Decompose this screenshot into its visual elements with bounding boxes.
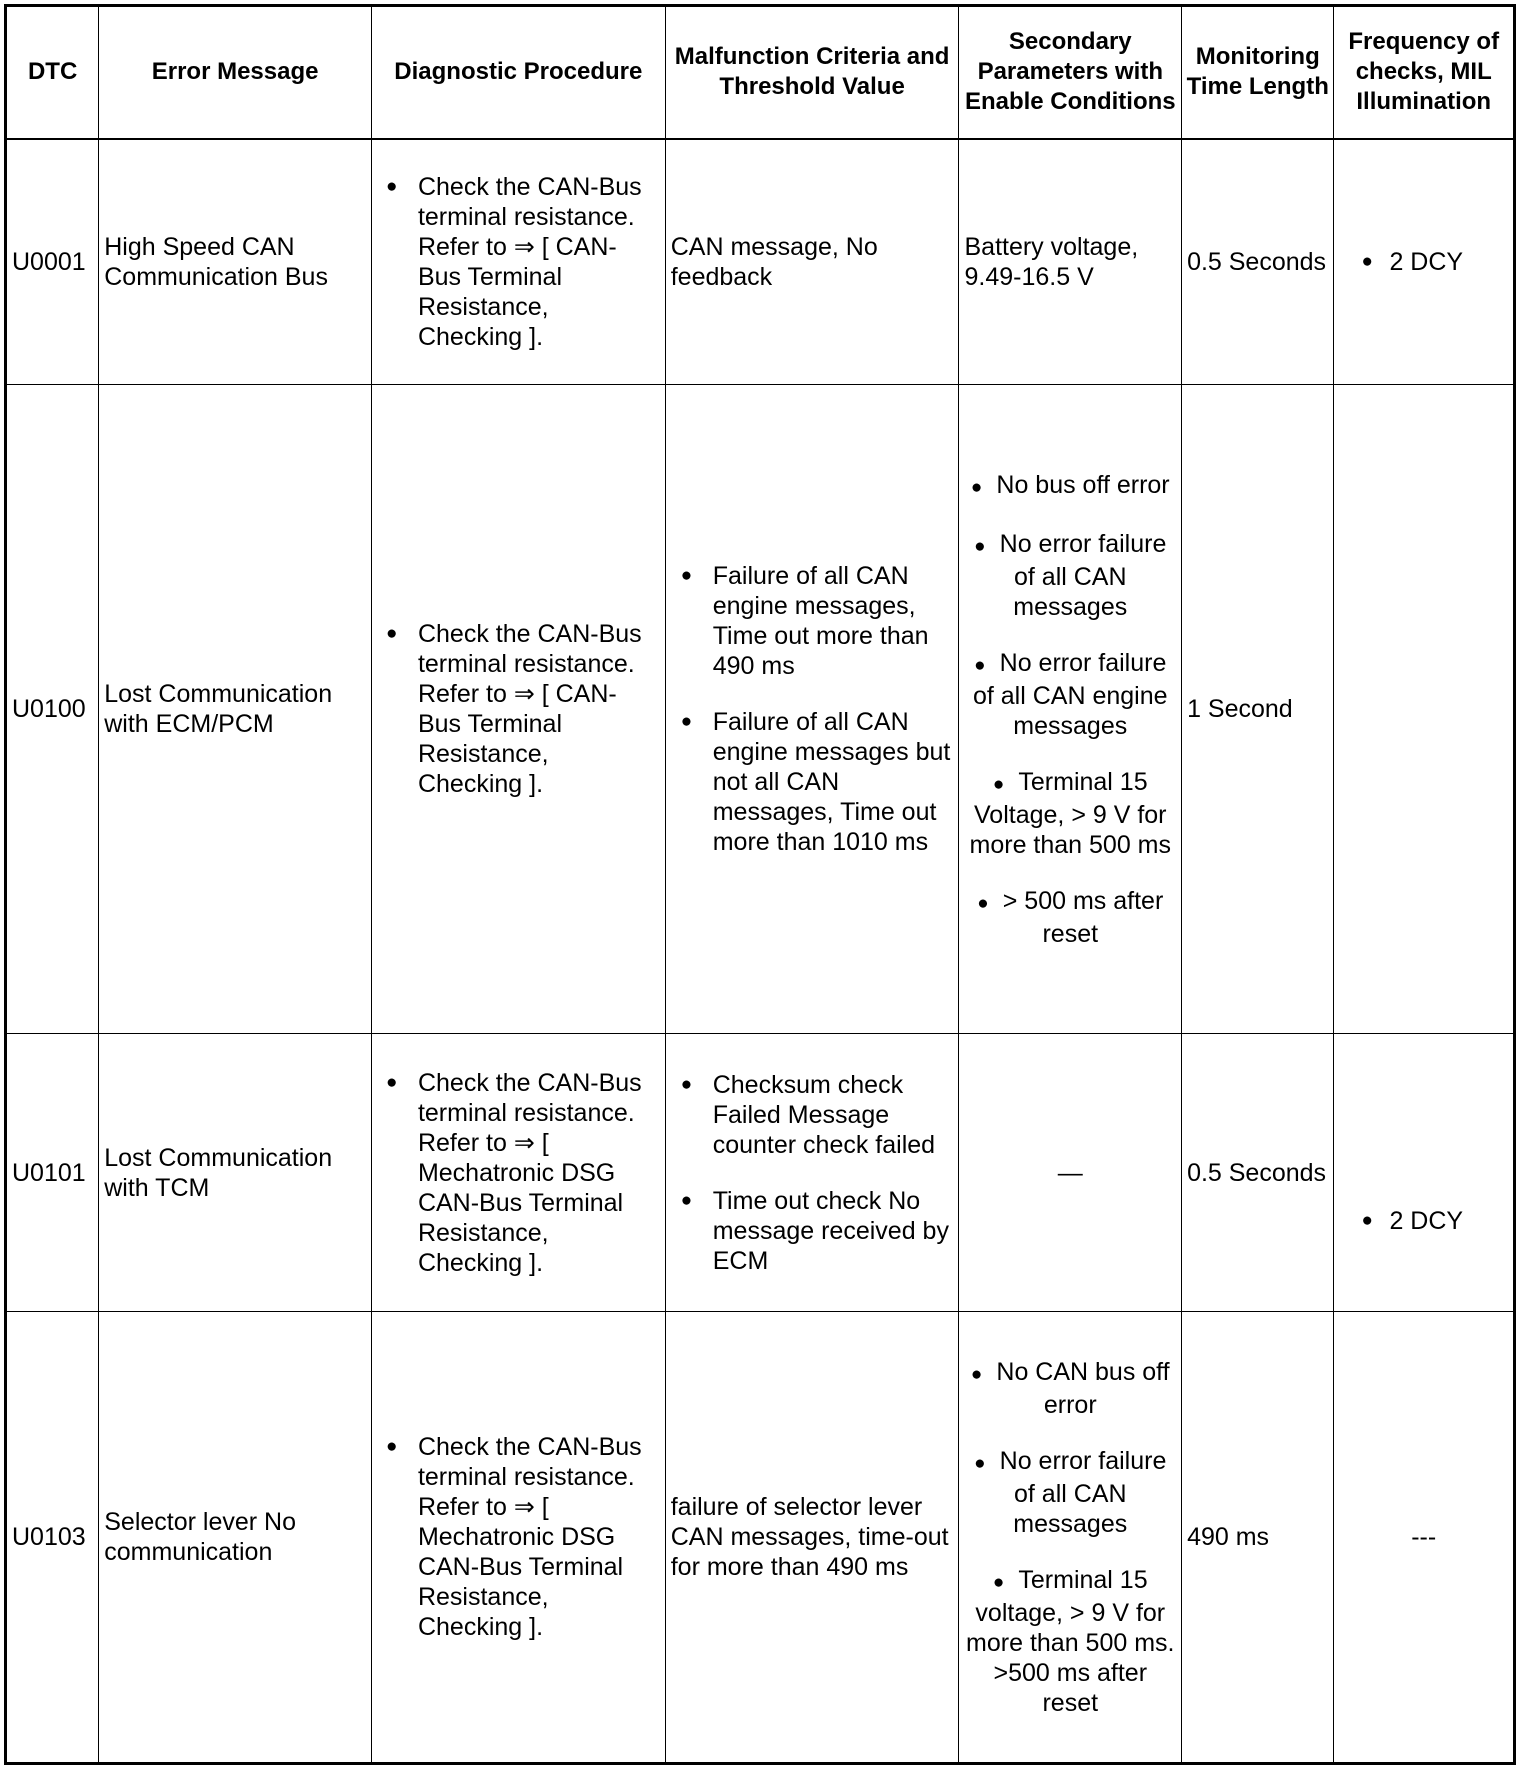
list-item: ● Check the CAN-Bus terminal resistance. Refer to ⇒ [ CAN-Bus Terminal Resistance, Checking ]. bbox=[376, 619, 660, 799]
header-dtc: DTC bbox=[6, 6, 99, 139]
list-item: ● No CAN bus off error bbox=[964, 1357, 1176, 1420]
secondary-parameters bbox=[959, 385, 1182, 1034]
diagnostic-procedure bbox=[371, 1312, 665, 1764]
list-item: ● No bus off error bbox=[964, 470, 1176, 503]
list-item: ● Check the CAN-Bus terminal resistance. Refer to ⇒ [ Mechatronic DSG CAN-Bus Terminal Resistance, Checking ]. bbox=[376, 1068, 660, 1278]
list-item: ● 2 DCY bbox=[1339, 1206, 1508, 1236]
header-secondary-parameters: Secondary Parameters with Enable Conditions bbox=[959, 6, 1182, 139]
list-item: ● No error failure of all CAN messages bbox=[964, 1446, 1176, 1539]
dtc-code: U0001 bbox=[6, 139, 99, 385]
dtc-code: U0103 bbox=[6, 1312, 99, 1764]
list-item: ● Terminal 15 voltage, > 9 V for more than 500 ms. >500 ms after reset bbox=[964, 1565, 1176, 1718]
diagnostic-procedure bbox=[371, 1034, 665, 1312]
header-monitoring-time: Monitoring Time Length bbox=[1182, 6, 1334, 139]
dtc-table bbox=[4, 4, 1516, 1765]
table-row bbox=[6, 1312, 1515, 1764]
malfunction-criteria bbox=[665, 385, 959, 1034]
error-message: Lost Communication with TCM bbox=[99, 1034, 372, 1312]
header-error-message: Error Message bbox=[99, 6, 372, 139]
monitoring-time: 1 Second bbox=[1182, 385, 1334, 1034]
frequency-mil bbox=[1334, 139, 1515, 385]
header-row bbox=[6, 6, 1515, 139]
list-item: ● Check the CAN-Bus terminal resistance. Refer to ⇒ [ CAN-Bus Terminal Resistance, Checking ]. bbox=[376, 172, 660, 352]
diagnostic-procedure bbox=[371, 385, 665, 1034]
table-row bbox=[6, 385, 1515, 1034]
dtc-code: U0101 bbox=[6, 1034, 99, 1312]
monitoring-time: 0.5 Seconds bbox=[1182, 139, 1334, 385]
list-item: ● Time out check No message received by ECM bbox=[671, 1186, 954, 1276]
list-item: ● Checksum check Failed Message counter check failed bbox=[671, 1070, 954, 1160]
malfunction-criteria: failure of selector lever CAN messages, time-out for more than 490 ms bbox=[665, 1312, 959, 1764]
table-row bbox=[6, 139, 1515, 385]
header-malfunction-criteria: Malfunction Criteria and Threshold Value bbox=[665, 6, 959, 139]
monitoring-time: 490 ms bbox=[1182, 1312, 1334, 1764]
header-frequency: Frequency of checks, MIL Illumination bbox=[1334, 6, 1515, 139]
error-message: High Speed CAN Communication Bus bbox=[99, 139, 372, 385]
list-item: ● Failure of all CAN engine messages but not all CAN messages, Time out more than 1010 ms bbox=[671, 707, 954, 857]
monitoring-time: 0.5 Seconds bbox=[1182, 1034, 1334, 1312]
list-item: ● Failure of all CAN engine messages, Time out more than 490 ms bbox=[671, 561, 954, 681]
frequency-mil bbox=[1334, 385, 1515, 1034]
frequency-mil: --- bbox=[1334, 1312, 1515, 1764]
list-item: ● No error failure of all CAN messages bbox=[964, 529, 1176, 622]
table-row bbox=[6, 1034, 1515, 1312]
list-item: ● > 500 ms after reset bbox=[964, 886, 1176, 949]
header-diagnostic-procedure: Diagnostic Procedure bbox=[371, 6, 665, 139]
list-item: ● Terminal 15 Voltage, > 9 V for more than 500 ms bbox=[964, 767, 1176, 860]
malfunction-criteria: CAN message, No feedback bbox=[665, 139, 959, 385]
diagnostic-procedure bbox=[371, 139, 665, 385]
error-message: Selector lever No communication bbox=[99, 1312, 372, 1764]
list-item: ● Check the CAN-Bus terminal resistance. Refer to ⇒ [ Mechatronic DSG CAN-Bus Terminal Resistance, Checking ]. bbox=[376, 1432, 660, 1642]
secondary-parameters: — bbox=[959, 1034, 1182, 1312]
dtc-code: U0100 bbox=[6, 385, 99, 1034]
secondary-parameters: Battery voltage, 9.49-16.5 V bbox=[959, 139, 1182, 385]
malfunction-criteria bbox=[665, 1034, 959, 1312]
list-item: ● 2 DCY bbox=[1339, 247, 1508, 277]
list-item: ● No error failure of all CAN engine messages bbox=[964, 648, 1176, 741]
secondary-parameters bbox=[959, 1312, 1182, 1764]
frequency-mil bbox=[1334, 1034, 1515, 1312]
error-message: Lost Communication with ECM/PCM bbox=[99, 385, 372, 1034]
